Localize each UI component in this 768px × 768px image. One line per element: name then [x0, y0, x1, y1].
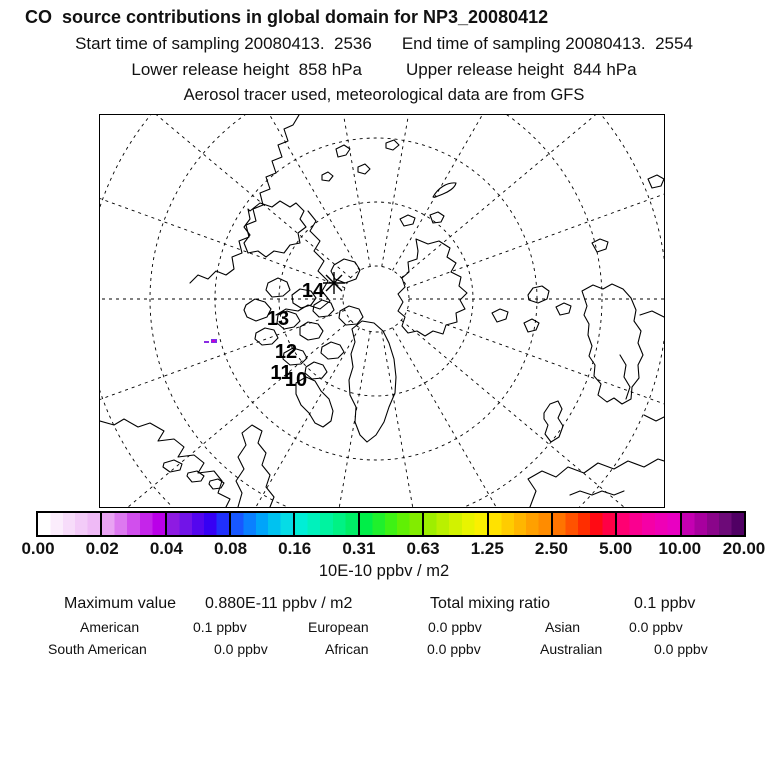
region-name: Australian	[540, 641, 603, 657]
meridian-line	[301, 115, 370, 267]
stats-row-regions-2	[0, 641, 768, 661]
coastline	[492, 309, 508, 322]
colorbar-tick-label: 2.50	[534, 539, 568, 558]
end-time-text: End time of sampling 20080413. 2554	[401, 34, 693, 53]
colorbar-segment	[487, 513, 551, 535]
meridian-line	[393, 115, 592, 270]
colorbar-segment	[680, 513, 744, 535]
region-value: 0.0 ppbv	[654, 641, 708, 657]
colorbar	[36, 511, 746, 537]
coastline	[305, 362, 327, 379]
colorbar-segment	[229, 513, 293, 535]
colorbar-segment	[422, 513, 486, 535]
plume-speck	[212, 340, 215, 342]
coastline	[349, 321, 396, 442]
coastline	[358, 164, 370, 174]
meridian-line	[100, 320, 351, 507]
colorbar-tick-label: 5.00	[599, 539, 633, 558]
start-time-text: Start time of sampling 20080413. 2536	[75, 34, 372, 53]
coastline	[556, 303, 571, 315]
meridian-line	[100, 115, 351, 278]
colorbar-tick-label: 0.00	[21, 539, 55, 558]
colorbar-tick-label: 0.63	[406, 539, 440, 558]
stats-row-regions-1	[0, 619, 768, 639]
coastline	[524, 319, 539, 332]
sampling-times-line	[0, 34, 768, 54]
coastline	[640, 311, 664, 317]
meridian-line	[382, 331, 451, 507]
meridian-line	[393, 328, 592, 507]
coastline	[331, 259, 360, 283]
region-value: 0.0 ppbv	[427, 641, 481, 657]
coastline	[190, 115, 299, 283]
colorbar-segment	[165, 513, 229, 535]
region-name: American	[80, 619, 140, 635]
latitude-circle	[150, 115, 602, 507]
coastline	[321, 342, 344, 359]
coastline	[544, 401, 563, 442]
colorbar-tick-label: 1.25	[470, 539, 504, 558]
coastline	[236, 425, 274, 507]
latitude-circle	[343, 266, 409, 332]
colorbar-segment	[100, 513, 164, 535]
polar-map-panel	[99, 114, 665, 508]
tracer-note-line	[0, 86, 768, 105]
latitude-circle	[100, 115, 664, 507]
coastline	[336, 145, 350, 157]
trajectory-day-label: 10	[284, 369, 308, 391]
colorbar-tick-row	[0, 539, 768, 559]
colorbar-segment	[551, 513, 615, 535]
region-value: 0.0 ppbv	[428, 619, 482, 635]
trajectory-day-label: 12	[274, 341, 298, 363]
region-name: South American	[48, 641, 147, 657]
coastline	[339, 306, 363, 325]
polar-map-svg	[100, 115, 664, 507]
colorbar-segment	[293, 513, 357, 535]
lower-release-text: Lower release height 858 hPa	[131, 60, 362, 79]
region-name: African	[325, 641, 369, 657]
coastline	[266, 278, 290, 297]
meridian-line	[407, 152, 664, 288]
meridian-line	[100, 152, 345, 288]
colorbar-segment	[38, 513, 100, 535]
meridian-line	[382, 115, 451, 267]
coastline	[528, 459, 664, 507]
coastline	[644, 415, 664, 421]
coastline	[620, 355, 630, 399]
coastline	[313, 300, 334, 317]
coastline	[528, 286, 549, 303]
colorbar-segment	[358, 513, 422, 535]
colorbar-tick-label: 0.02	[85, 539, 119, 558]
page-title: CO source contributions in global domain for NP3_20080412	[25, 7, 549, 27]
colorbar-tick-label: 20.00	[722, 539, 766, 558]
coastline	[322, 172, 333, 181]
colorbar-unit-label: 10E-10 ppbv / m2	[318, 562, 450, 580]
total-mixing-ratio-value: 0.1 ppbv	[634, 595, 696, 612]
colorbar-segment	[615, 513, 679, 535]
colorbar-tick-label: 0.08	[213, 539, 248, 558]
max-value-number: 0.880E-11 ppbv / m2	[205, 595, 353, 612]
release-heights-line	[0, 60, 768, 80]
plume-speck	[204, 341, 209, 343]
latitude-circle	[100, 115, 664, 507]
colorbar-tick-label: 0.16	[278, 539, 312, 558]
trajectory-day-label: 13	[266, 308, 290, 330]
region-value: 0.1 ppbv	[193, 619, 247, 635]
region-name: Asian	[545, 619, 581, 635]
coastline	[648, 175, 664, 188]
trajectory-day-label: 14	[301, 280, 325, 302]
upper-release-text: Upper release height 844 hPa	[406, 60, 637, 79]
meridian-line	[401, 115, 664, 278]
colorbar-tick-label: 0.31	[342, 539, 376, 558]
region-value: 0.0 ppbv	[214, 641, 268, 657]
region-name: European	[308, 619, 369, 635]
tracer-note-text: Aerosol tracer used, meteorological data are from GFS	[183, 86, 585, 104]
coastline	[400, 215, 415, 226]
colorbar-tick-label: 10.00	[658, 539, 702, 558]
meridian-line	[401, 320, 664, 507]
trajectory-day-label: 11	[270, 362, 292, 384]
coastline	[300, 322, 323, 340]
total-mixing-ratio-label: Total mixing ratio	[430, 595, 551, 612]
max-value-label: Maximum value	[64, 595, 177, 612]
coastline	[582, 284, 643, 404]
coastline	[386, 140, 399, 150]
coastline	[430, 212, 444, 223]
coastline	[570, 491, 624, 495]
stats-row-max	[0, 595, 768, 615]
coastline	[433, 183, 456, 197]
region-value: 0.0 ppbv	[629, 619, 683, 635]
colorbar-tick-label: 0.04	[149, 539, 183, 558]
